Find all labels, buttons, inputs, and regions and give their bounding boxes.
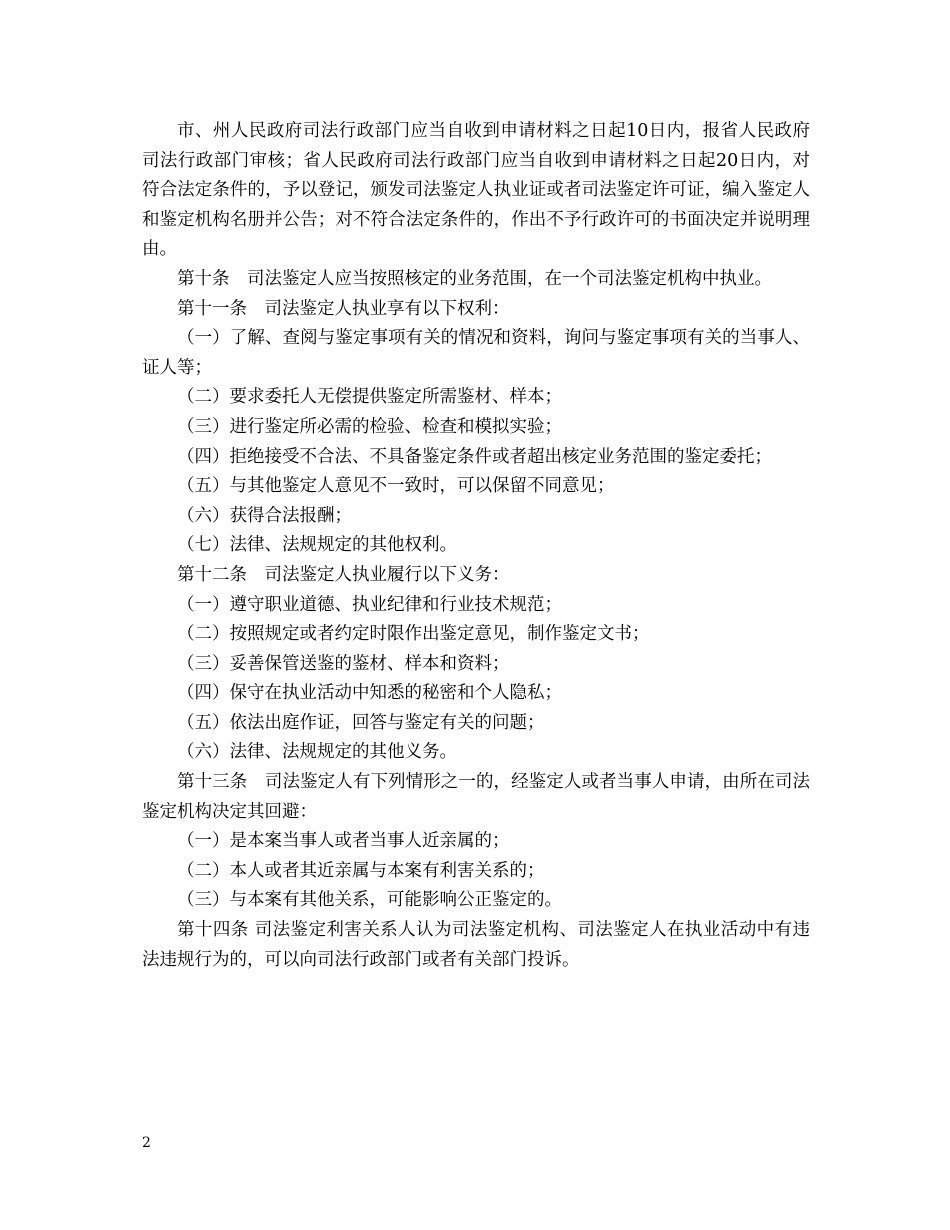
list-item: （五）与其他鉴定人意见不一致时，可以保留不同意见； (177, 476, 615, 497)
list-item: （三）进行鉴定所必需的检验、检查和模拟实验； (177, 416, 562, 437)
list-item: （七）法律、法规规定的其他权利。 (177, 535, 457, 556)
list-item: （三）与本案有其他关系，可能影响公正鉴定的。 (177, 890, 562, 911)
list-item: （三）妥善保管送鉴的鉴材、样本和资料； (177, 653, 510, 674)
list-item: （六）法律、法规规定的其他义务。 (177, 742, 457, 763)
list-item: （一）了解、查阅与鉴定事项有关的情况和资料，询问与鉴定事项有关的当事人、证人等； (142, 328, 810, 378)
list-item: （二）本人或者其近亲属与本案有利害关系的； (177, 860, 545, 881)
list-item: （二）要求委托人无偿提供鉴定所需鉴材、样本； (177, 387, 562, 408)
list-item: （二）按照规定或者约定时限作出鉴定意见，制作鉴定文书； (177, 624, 650, 645)
paragraph: 市、州人民政府司法行政部门应当自收到申请材料之日起10日内，报省人民政府司法行政部门审核；省人民政府司法行政部门应当自收到申请材料之日起20日内，对符合法定条件的，予以登记，颁发司法鉴定人执业证或者司法鉴定许可证，编入鉴定人和鉴定机构名册并公告；对不符合法定条件的，作出不予行政许可的书面决定并说明理由。 (142, 121, 810, 260)
list-item: （五）依法出庭作证，回答与鉴定有关的问题； (177, 712, 545, 733)
page-number: 2 (142, 1135, 151, 1151)
list-item: （四）保守在执业活动中知悉的秘密和个人隐私； (177, 683, 562, 704)
list-item: （一）遵守职业道德、执业纪律和行业技术规范； (177, 594, 562, 615)
list-item: （一）是本案当事人或者当事人近亲属的； (177, 831, 510, 852)
article-10: 第十条 司法鉴定人应当按照核定的业务范围，在一个司法鉴定机构中执业。 (177, 268, 772, 289)
article-11: 第十一条 司法鉴定人执业享有以下权利： (177, 298, 510, 319)
article-12: 第十二条 司法鉴定人执业履行以下义务： (177, 564, 510, 585)
list-item: （四）拒绝接受不合法、不具备鉴定条件或者超出核定业务范围的鉴定委托； (177, 446, 772, 467)
article-14: 第十四条 司法鉴定利害关系人认为司法鉴定机构、司法鉴定人在执业活动中有违法违规行为的，可以向司法行政部门或者有关部门投诉。 (142, 920, 810, 970)
body-text (142, 117, 810, 975)
list-item: （六）获得合法报酬； (177, 505, 352, 526)
article-13: 第十三条 司法鉴定人有下列情形之一的，经鉴定人或者当事人申请，由所在司法鉴定机构决定其回避： (142, 772, 810, 822)
